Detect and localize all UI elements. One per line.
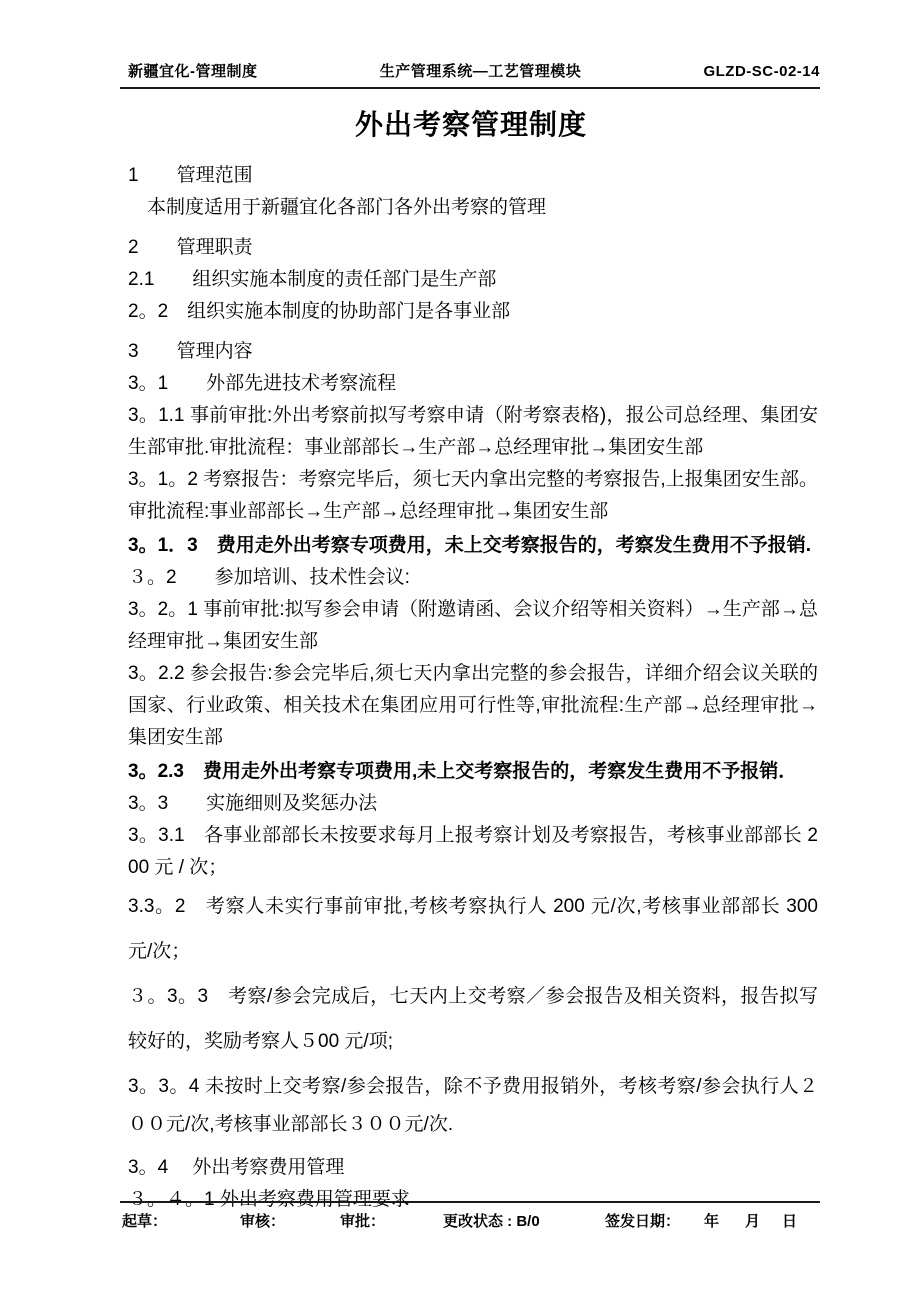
document-title: 外出考察管理制度 (354, 109, 587, 140)
item-3-1-2: 3。1。2 考察报告：考察完毕后，须七天内拿出完整的考察报告,上报集团安生部。 审批流程:事业部部长→生产部→总经理审批→集团安生部 (128, 469, 818, 522)
footer-month-label: 月 (745, 1213, 761, 1230)
item-3-2-3: 3。2.3 费用走外出考察专项费用,未上交考察报告的，考察发生费用不予报销． (128, 761, 798, 782)
section-3-heading: 3 管理内容 (128, 341, 253, 362)
footer-year-label: 年 (704, 1213, 720, 1230)
item-3-3: 3。3 实施细则及奖惩办法 (128, 793, 378, 814)
footer-day-label: 日 (782, 1213, 798, 1230)
header-divider-line (120, 87, 820, 89)
header-system-module: 生产管理系统—工艺管理模块 (379, 63, 582, 80)
header-doc-number: GLZD-SC-02-14 (703, 63, 820, 80)
footer-issue-date-label: 签发日期： (605, 1213, 681, 1230)
item-3-1: 3。1 外部先进技术考察流程 (128, 373, 397, 394)
page-header (128, 60, 820, 81)
item-3-3-1: 3。3.1 各事业部部长未按要求每月上报考察计划及考察报告，考核事业部部长 200 元 / 次； (128, 825, 818, 878)
section-1-heading: 1 管理范围 (128, 165, 253, 186)
footer-divider-line (120, 1201, 820, 1203)
item-3-3-3: ３。3。3 考察/参会完成后，七天内上交考察／参会报告及相关资料，报告拟写较好的，奖励考察人５00 元/项; (128, 986, 818, 1052)
section-1-body: 本制度适用于新疆宜化各部门各外出考察的管理 (128, 197, 547, 218)
header-company-doc-type: 新疆宜化-管理制度 (128, 63, 258, 80)
item-3-1-3: 3。1．3 费用走外出考察专项费用，未上交考察报告的，考察发生费用不予报销. (128, 535, 811, 556)
footer-change-status: 更改状态 : B/0 (443, 1213, 540, 1230)
item-3-3-4: 3。3。4 未按时上交考察/参会报告，除不予费用报销外，考核考察/参会执行人２００元/次,考核事业部部长３００元/次. (128, 1076, 818, 1135)
document-body (128, 152, 818, 1216)
item-3-2-1: 3。2。1 事前审批:拟写参会申请（附邀请函、会议介绍等相关资料）→生产部→总经理审批→集团安生部 (128, 599, 818, 652)
item-3-2-2: 3。2.2 参会报告:参会完毕后,须七天内拿出完整的参会报告，详细介绍会议关联的国家、行业政策、相关技术在集团应用可行性等,审批流程:生产部→总经理审批→集团安生部 (128, 663, 818, 748)
item-2-1: 2.1 组织实施本制度的责任部门是生产部 (128, 269, 497, 290)
item-3-4-1: ３。４。1 外出考察费用管理要求 (128, 1189, 410, 1210)
footer-approve-label: 审批： (340, 1213, 386, 1230)
item-2-2: 2。2 组织实施本制度的协助部门是各事业部 (128, 301, 511, 322)
item-3-4: 3。4 外出考察费用管理 (128, 1157, 345, 1178)
footer-review-label: 审核： (240, 1213, 286, 1230)
item-3-3-2: 3.3。2 考察人未实行事前审批,考核考察执行人 200 元/次,考核事业部部长 300 元/次； (128, 896, 818, 962)
item-3-2: ３。2 参加培训、技术性会议: (128, 567, 410, 588)
section-2-heading: 2 管理职责 (128, 237, 253, 258)
page-footer (122, 1210, 820, 1231)
footer-draft-label: 起草： (122, 1213, 168, 1230)
item-3-1-1: 3。1.1 事前审批:外出考察前拟写考察申请（附考察表格)，报公司总经理、集团安生部审批.审批流程：事业部部长→生产部→总经理审批→集团安生部 (128, 405, 818, 458)
